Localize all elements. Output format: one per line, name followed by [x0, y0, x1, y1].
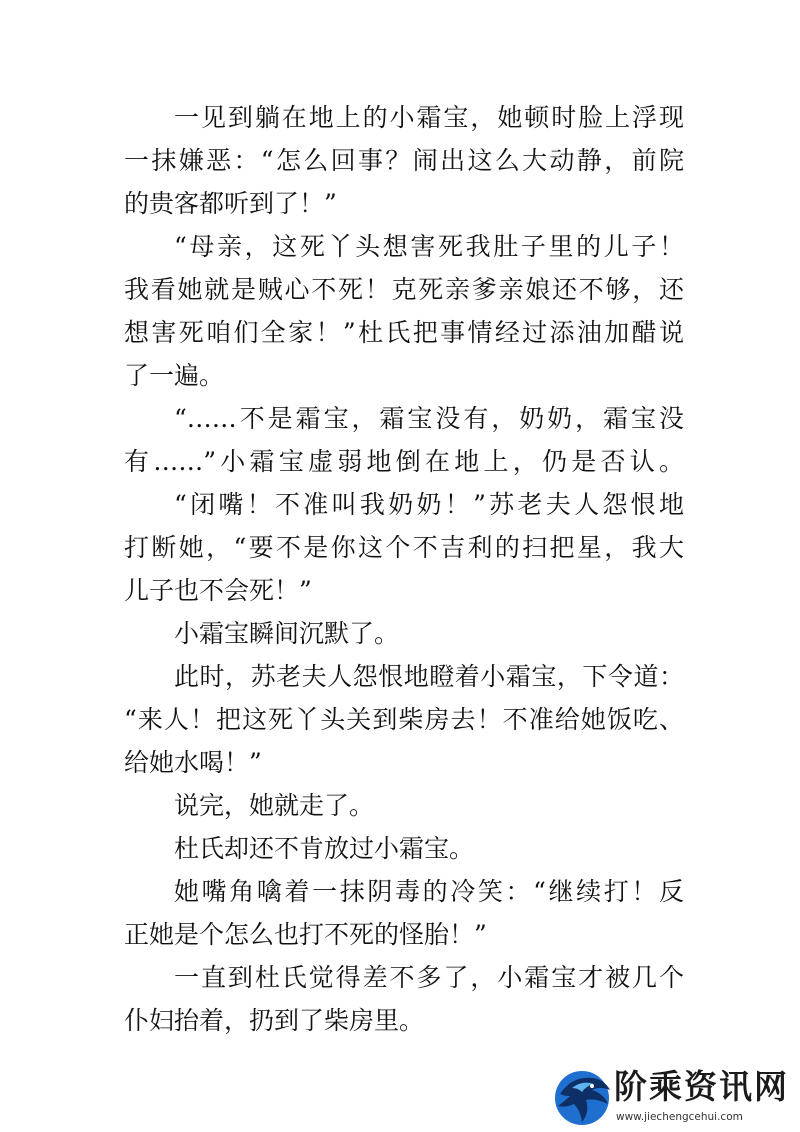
- text-line: 仆妇抬着，扔到了柴房里。: [124, 1006, 425, 1035]
- text-line: 此时，苏老夫人怨恨地瞪着小霜宝，下令道：: [174, 662, 684, 691]
- text-line: 一见到躺在地上的小霜宝，她顿时脸上浮现: [174, 103, 684, 132]
- text-line: 杜氏却还不肯放过小霜宝。: [174, 834, 475, 863]
- text-line: 打断她，“要不是你这个不吉利的扫把星，我大: [124, 533, 684, 562]
- text-line: 儿子也不会死！”: [124, 576, 312, 605]
- eagle-logo-icon: [552, 1064, 616, 1128]
- text-line: “母亲，这死丫头想害死我肚子里的儿子！: [174, 232, 684, 261]
- text-line: 正她是个怎么也打不死的怪胎！”: [124, 920, 487, 949]
- text-line: “……不是霜宝，霜宝没有，奶奶，霜宝没: [174, 404, 684, 433]
- text-line: 一抹嫌恶：“怎么回事？闹出这么大动静，前院: [124, 146, 684, 175]
- watermark-url: www.jiechengcehui.com: [616, 1111, 743, 1123]
- text-line: 一直到杜氏觉得差不多了，小霜宝才被几个: [174, 963, 684, 992]
- text-line: 小霜宝瞬间沉默了。: [174, 619, 400, 648]
- text-line: 说完，她就走了。: [174, 791, 375, 820]
- text-line: “来人！把这死丫头关到柴房去！不准给她饭吃、: [124, 705, 684, 734]
- text-line: 的贵客都听到了！”: [124, 189, 337, 218]
- site-watermark: [552, 1064, 792, 1128]
- text-line: 有……”小霜宝虚弱地倒在地上，仍是否认。: [124, 447, 684, 476]
- watermark-title: 阶乘资讯网: [614, 1067, 789, 1106]
- text-line: 了一遍。: [124, 361, 225, 390]
- text-line: 我看她就是贼心不死！克死亲爹亲娘还不够，还: [124, 275, 684, 304]
- text-line: 想害死咱们全家！”杜氏把事情经过添油加醋说: [124, 318, 684, 347]
- text-line: 她嘴角噙着一抹阴毒的冷笑：“继续打！反: [174, 877, 684, 906]
- text-line: “闭嘴！不准叫我奶奶！”苏老夫人怨恨地: [174, 490, 684, 519]
- text-line: 给她水喝！”: [124, 748, 262, 777]
